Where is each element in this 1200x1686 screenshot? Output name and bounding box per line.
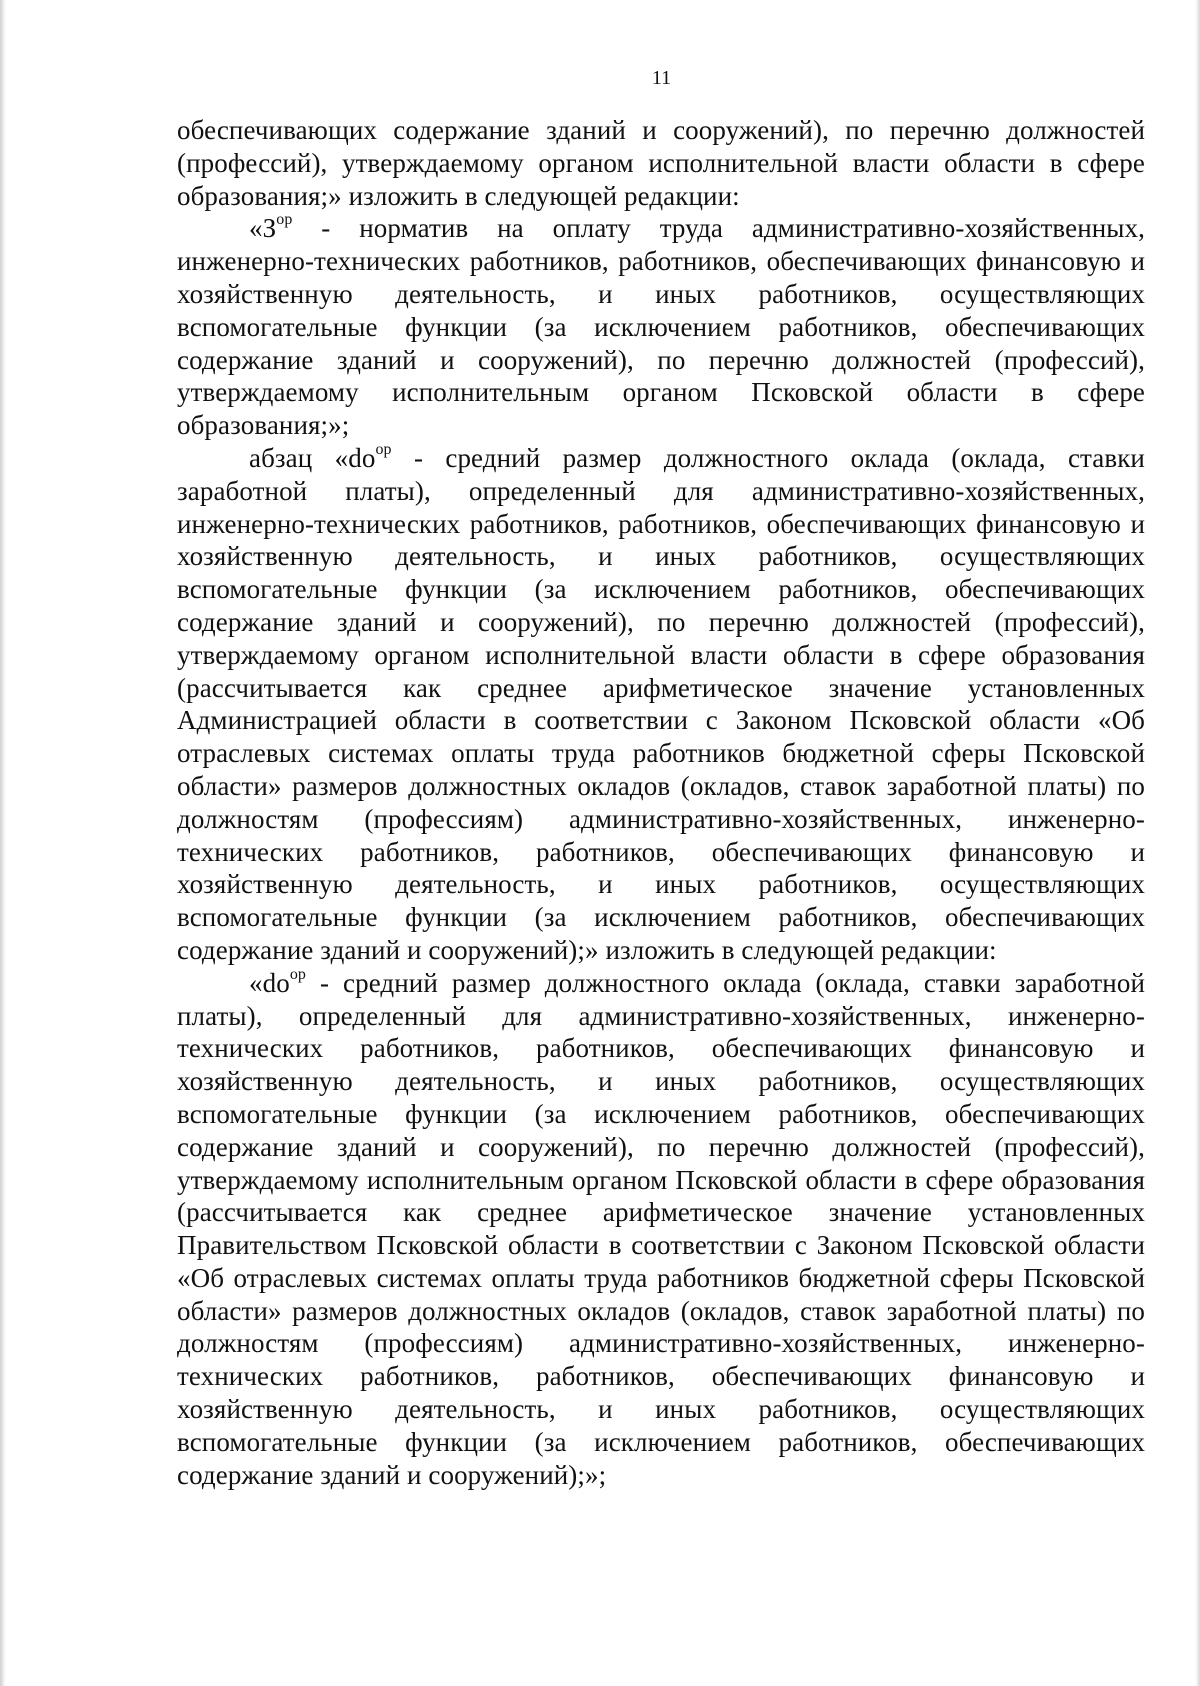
paragraph-new-do xyxy=(177,967,1145,1492)
paragraph-abzac-do xyxy=(177,442,1145,967)
paragraph-text: - норматив на оплату труда административно-хозяйственных, инженерно-технических работников, работников, обеспечивающих финансовую и хозяйственную деятельность, и иных работников, осуществляющих вспомогательные функции (за исключением работников, обеспечивающих содержание зданий и сооружений), по перечню должностей (профессий), утверждаемому исполнительным органом Псковской области в сфере образования;»; xyxy=(177,213,1145,441)
page-number: 11 xyxy=(651,67,672,89)
paragraph-text-lead: «З xyxy=(249,213,277,244)
paragraph-text-lead: «do xyxy=(249,967,290,998)
superscript-op: ор xyxy=(276,211,293,229)
paragraph-text: - средний размер должностного оклада (оклада, ставки заработной платы), определенный для административно-хозяйственных, инженерно-технических работников, работников, обеспечивающих финансовую и хозяйственную деятельность, и иных работников, осуществляющих вспомогательные функции (за исключением работников, обеспечивающих содержание зданий и сооружений), по перечню должностей (профессий), утверждаемому исполнительным органом Псковской области в сфере образования (рассчитывается как среднее арифметическое значение установленных Правительством Псковской области в соответствии с Законом Псковской области «Об отраслевых системах оплаты труда работников бюджетной сферы Псковской области» размеров должностных окладов (окладов, ставок заработной платы) по должностям (профессиям) административно-хозяйственных, инженерно-технических работников, работников, обеспечивающих финансовую и хозяйственную деятельность, и иных работников, осуществляющих вспомогательные функции (за исключением работников, обеспечивающих содержание зданий и сооружений);»; xyxy=(177,967,1145,1490)
superscript-op: ор xyxy=(289,965,307,983)
paragraph-text: - средний размер должностного оклада (оклада, ставки заработной платы), определенный для административно-хозяйственных, инженерно-технических работников, работников, обеспечивающих финансовую и хозяйственную деятельность, и иных работников, осуществляющих вспомогательные функции (за исключением работников, обеспечивающих содержание зданий и сооружений), по перечню должностей (профессий), утверждаемому органом исполнительной власти области в сфере образования (рассчитывается как среднее арифметическое значение установленных Администрацией области в соответствии с Законом Псковской области «Об отраслевых системах оплаты труда работников бюджетной сферы Псковской области» размеров должностных окладов (окладов, ставок заработной платы) по должностям (профессиям) административно-хозяйственных, инженерно-технических работников, работников, обеспечивающих финансовую и хозяйственную деятельность, и иных работников, осуществляющих вспомогательные функции (за исключением работников, обеспечивающих содержание зданий и сооружений);» изложить в следующей редакции: xyxy=(177,442,1145,965)
scan-edge-right xyxy=(1195,0,1200,1686)
paragraph-normative-z xyxy=(177,212,1145,442)
document-body xyxy=(177,114,1145,1491)
paragraph-continuation xyxy=(177,114,1145,212)
paragraph-text: обеспечивающих содержание зданий и сооружений), по перечню должностей (профессий), утверждаемому органом исполнительной власти области в сфере образования;» изложить в следующей редакции: xyxy=(177,115,1145,211)
scan-edge-left xyxy=(0,0,6,1686)
superscript-op: ор xyxy=(375,440,392,458)
paragraph-text-lead: абзац «do xyxy=(249,442,376,473)
